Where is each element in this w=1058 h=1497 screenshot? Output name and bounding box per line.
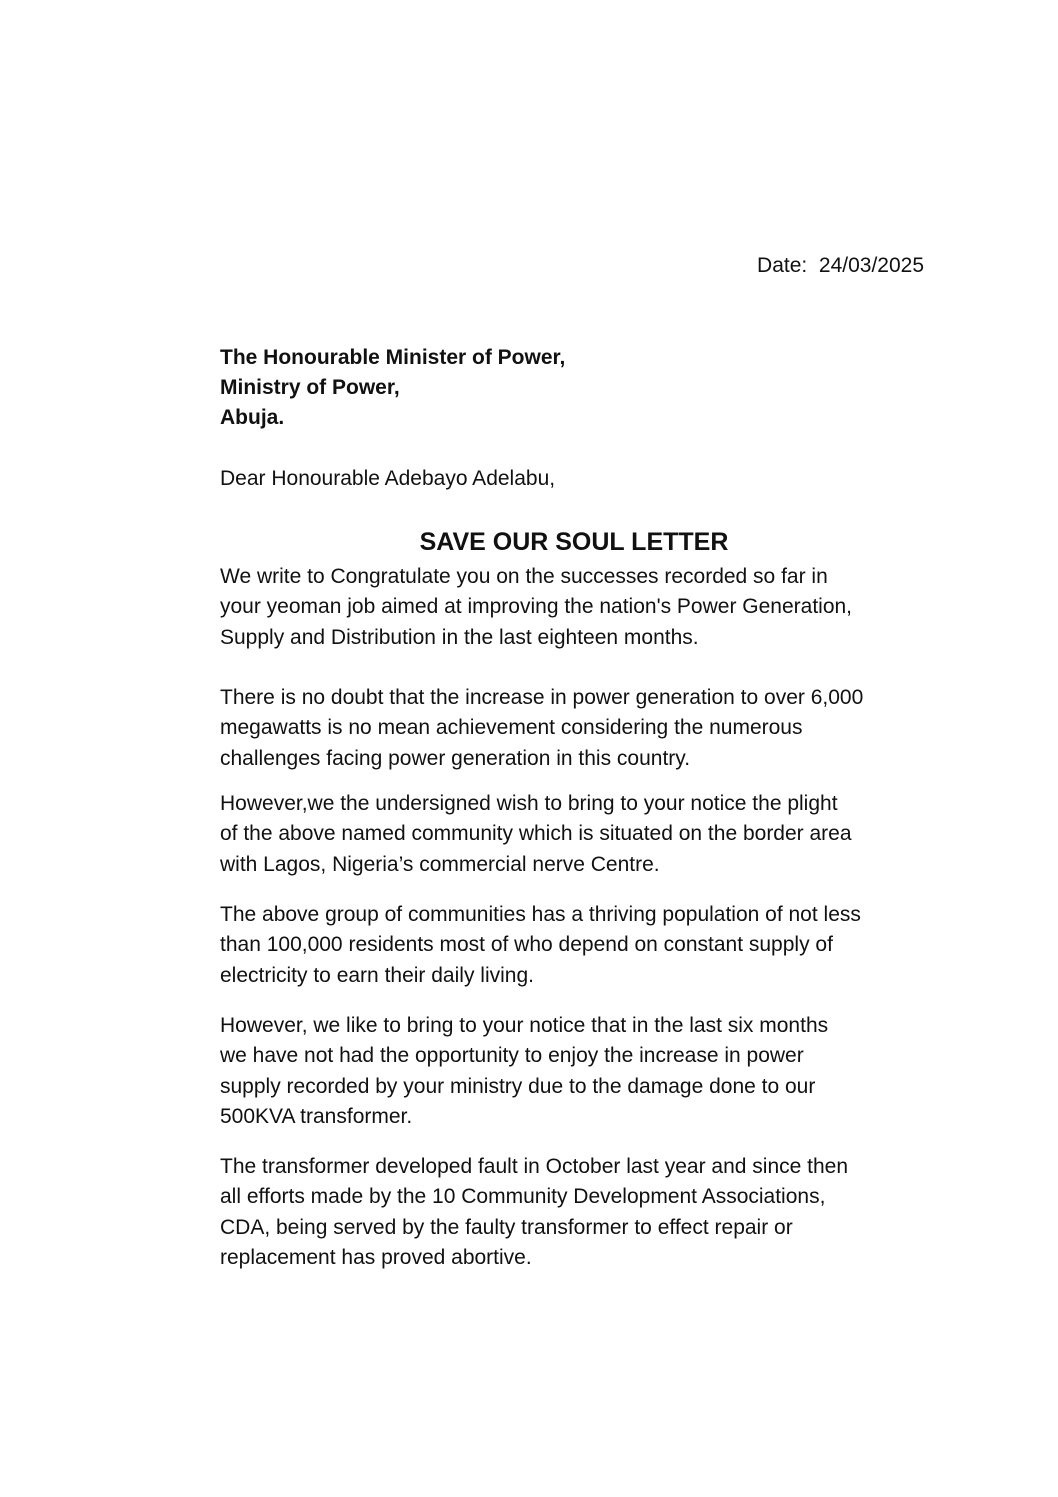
paragraph-repair-efforts: The transformer developed fault in October last year and since then all efforts made by the 10 Community Development Associations, CDA, being served by the faulty transformer to effect repair or replacement has proved abortive. <box>220 1155 849 1269</box>
letter-date: Date: 24/03/2025 <box>757 254 924 277</box>
address-line-recipient: The Honourable Minister of Power, <box>220 346 566 369</box>
address-line-city: Abuja. <box>220 406 285 429</box>
paragraph-community-plight: However,we the undersigned wish to bring to your notice the plight of the above named community which is situated on the border area with Lagos, Nigeria’s commercial nerve Centre. <box>220 792 852 876</box>
paragraph-transformer-damage: However, we like to bring to your notice that in the last six months we have not had the opportunity to enjoy the increase in power supply recorded by your ministry due to the damage done to our 500KVA transformer. <box>220 1014 829 1128</box>
paragraph-power-generation: There is no doubt that the increase in power generation to over 6,000 megawatts is no mean achievement considering the numerous challenges facing power generation in this country. <box>220 686 864 770</box>
paragraph-population: The above group of communities has a thriving population of not less than 100,000 residents most of who depend on constant supply of electricity to earn their daily living. <box>220 903 861 987</box>
address-line-ministry: Ministry of Power, <box>220 376 400 399</box>
salutation: Dear Honourable Adebayo Adelabu, <box>220 467 556 490</box>
recipient-address <box>220 343 565 433</box>
letter-subject: SAVE OUR SOUL LETTER <box>419 528 729 556</box>
paragraph-congratulations: We write to Congratulate you on the successes recorded so far in your yeoman job aimed at improving the nation's Power Generation, Supply and Distribution in the last eighteen months. <box>220 565 853 649</box>
